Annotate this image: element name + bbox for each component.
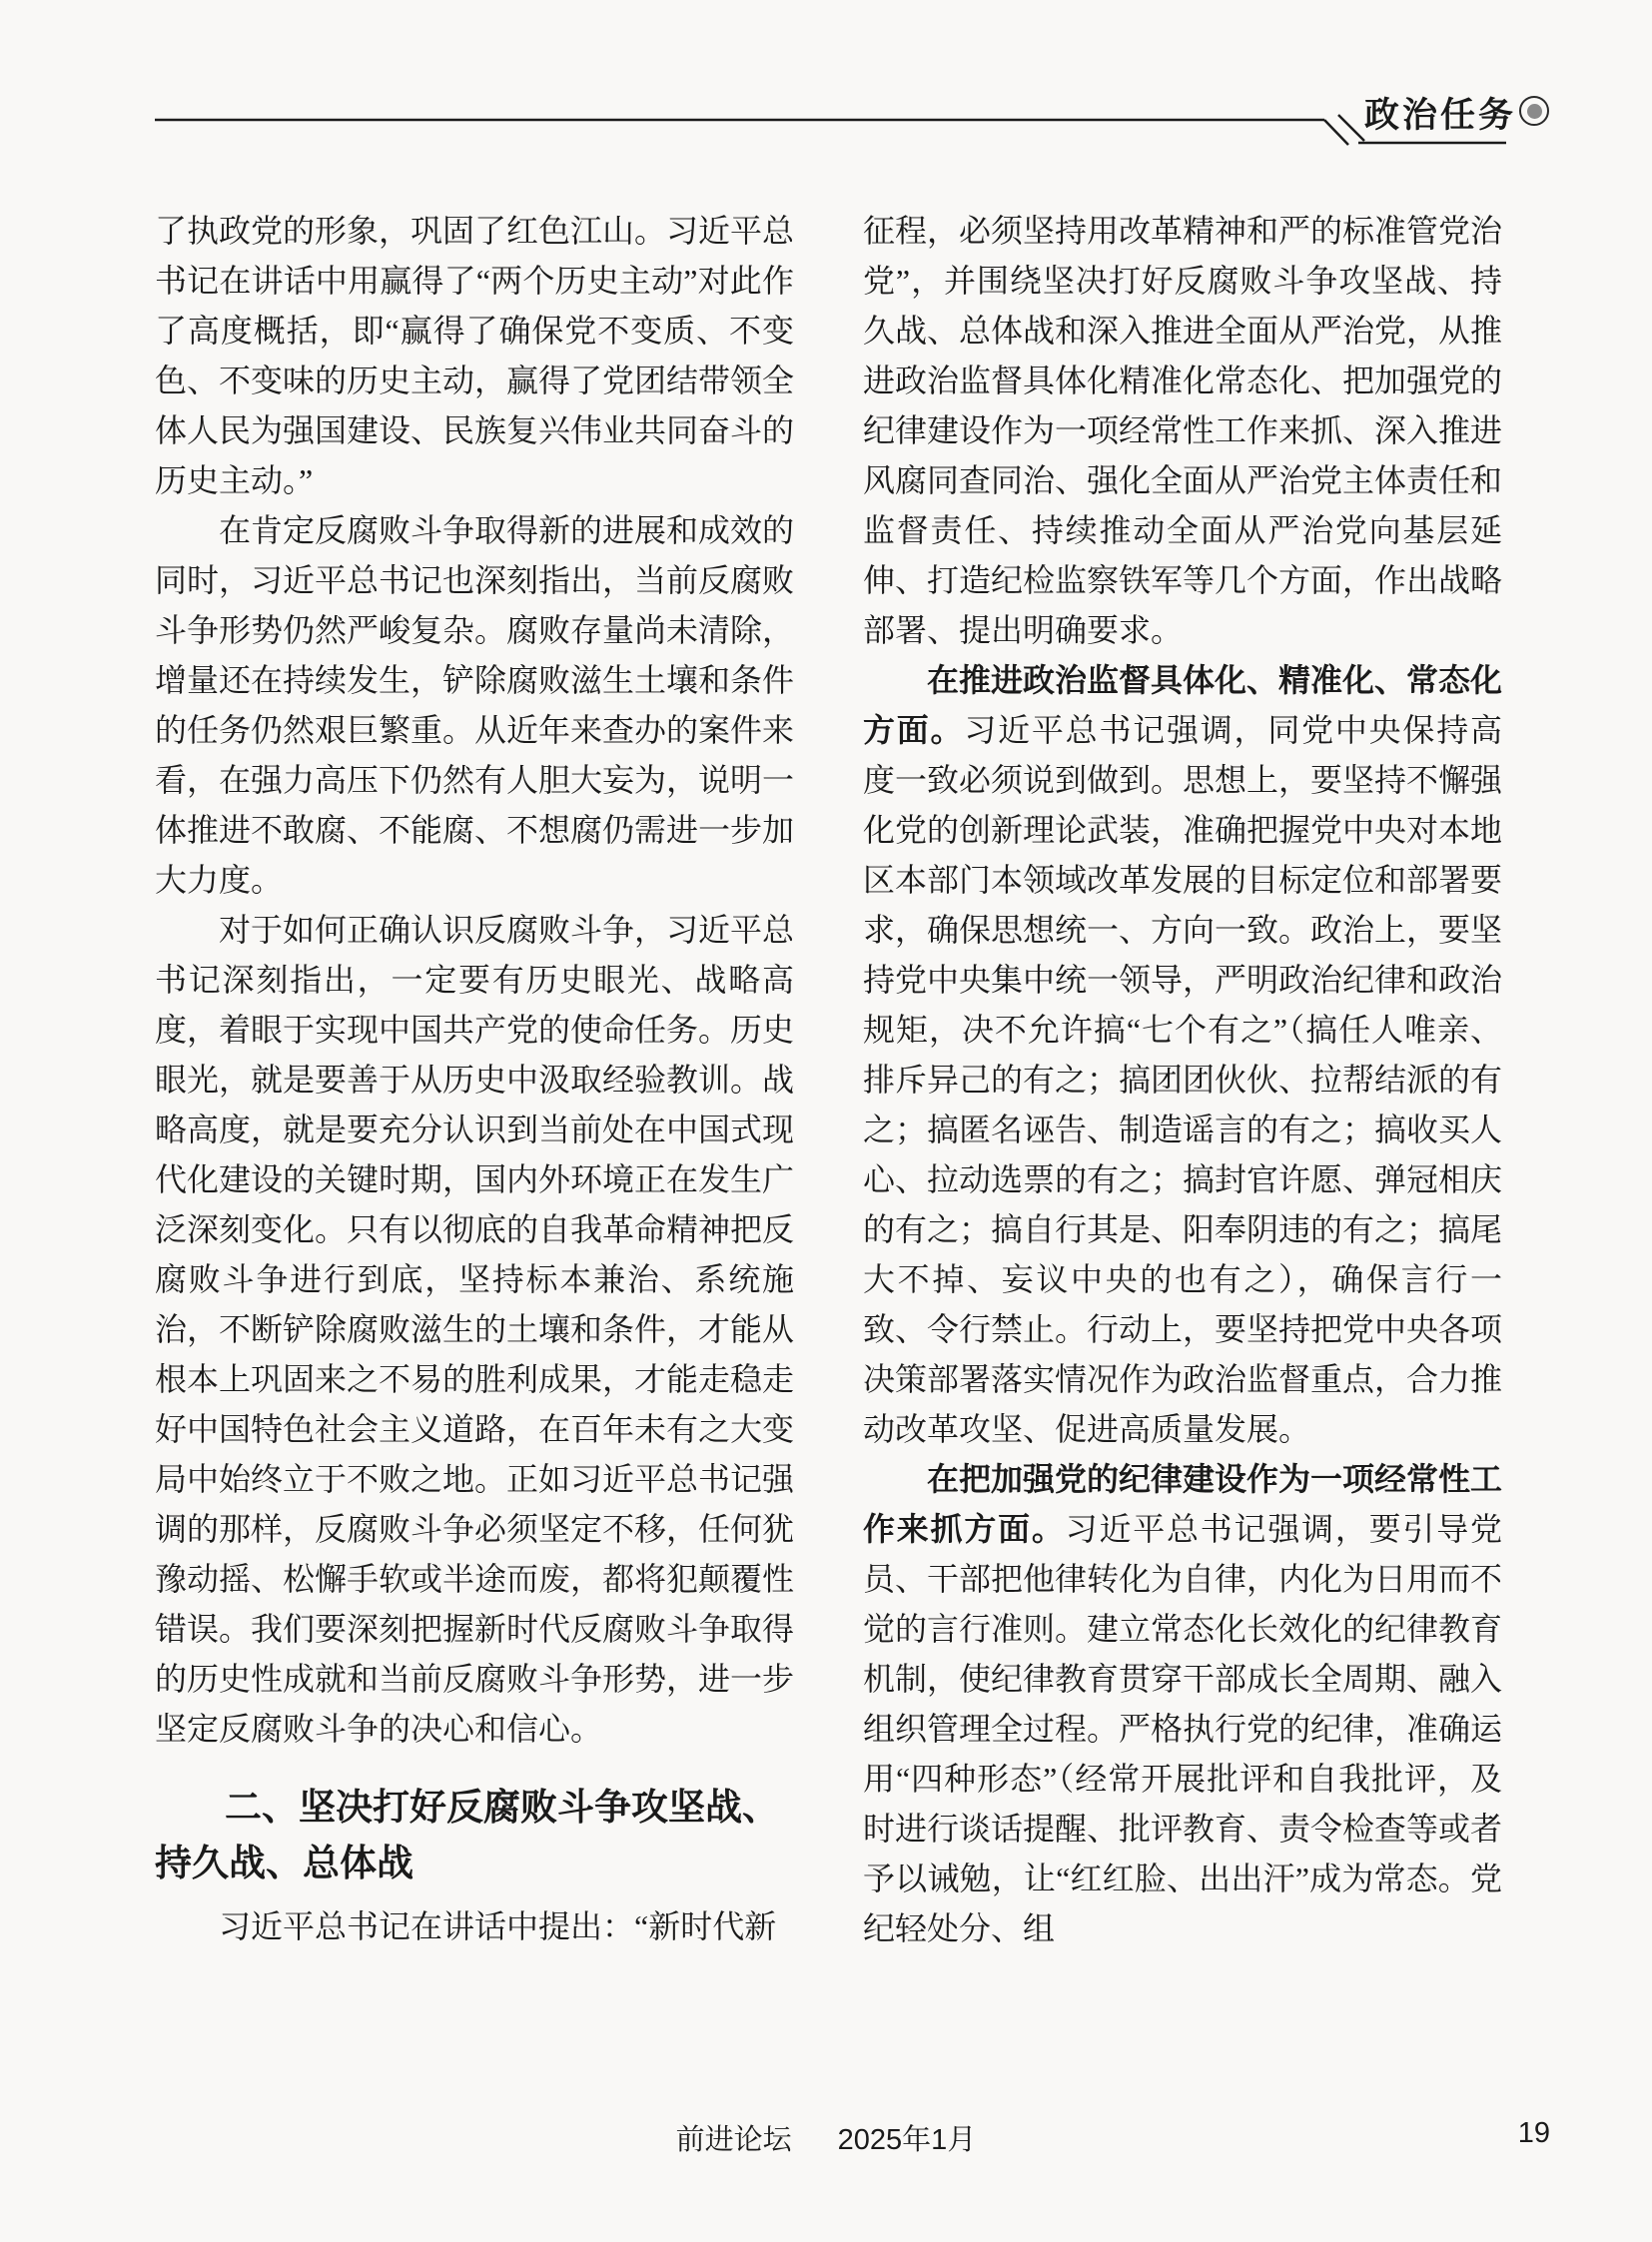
right-text-column [863, 206, 1502, 1953]
section-heading [155, 1780, 794, 1891]
body-paragraph: 习近平总书记在讲话中提出：“新时代新 [219, 1908, 777, 1944]
bold-lead-phrase: 在把加强党的纪律建设作为一项经常性工作来抓方面。 [863, 1461, 1503, 1547]
body-paragraph: 了执政党的形象，巩固了红色江山。习近平总书记在讲话中用赢得了“两个历史主动”对此作了高度概括，即“赢得了确保党不变质、不变色、不变味的历史主动，赢得了党团结带领全体人民为强国建设、民族复兴伟业共同奋斗的历史主动。” [155, 213, 795, 498]
issue-date: 2025年1月 [837, 2124, 977, 2156]
body-paragraph: 在把加强党的纪律建设作为一项经常性工作来抓方面。习近平总书记强调，要引导党员、干部把他律转化为自律，内化为日用而不觉的言行准则。建立常态化长效化的纪律教育机制，使纪律教育贯穿干部成长全周期、融入组织管理全过程。严格执行党的纪律，准确运用“四种形态”（经常开展批评和自我批评，及时进行谈话提醒、批评教育、责令检查等或者予以诫勉，让“红红脸、出出汗”成为常态。党纪轻处分、组 [863, 1461, 1503, 1946]
section-heading-line: 二、坚决打好反腐败斗争攻坚战、 [225, 1787, 779, 1828]
body-paragraph: 征程，必须坚持用改革精神和严的标准管党治党”，并围绕坚决打好反腐败斗争攻坚战、持久战、总体战和深入推进全面从严治党，从推进政治监督具体化精准化常态化、把加强党的纪律建设作为一项经常性工作来抓、深入推进风腐同查同治、强化全面从严治党主体责任和监督责任、持续推动全面从严治党向基层延伸、打造纪检监察铁军等几个方面，作出战略部署、提出明确要求。 [863, 213, 1503, 648]
bullseye-icon-dot [1527, 104, 1542, 119]
left-text-column [155, 206, 794, 1951]
footer [0, 2117, 1652, 2158]
page-number: 19 [1517, 2117, 1550, 2149]
body-paragraph: 对于如何正确认识反腐败斗争，习近平总书记深刻指出，一定要有历史眼光、战略高度，着眼于实现中国共产党的使命任务。历史眼光，就是要善于从历史中汲取经验教训。战略高度，就是要充分认识到当前处在中国式现代化建设的关键时期，国内外环境正在发生广泛深刻变化。只有以彻底的自我革命精神把反腐败斗争进行到底，坚持标本兼治、系统施治，不断铲除腐败滋生的土壤和条件，才能从根本上巩固来之不易的胜利成果，才能走稳走好中国特色社会主义道路，在百年未有之大变局中始终立于不败之地。正如习近平总书记强调的那样，反腐败斗争必须坚定不移，任何犹豫动摇、松懈手软或半途而废，都将犯颠覆性错误。我们要深刻把握新时代反腐败斗争取得的历史性成就和当前反腐败斗争形势，进一步坚定反腐败斗争的决心和信心。 [155, 912, 795, 1747]
header-section-label: 政治任务 [1364, 96, 1517, 135]
bold-lead-phrase: 在推进政治监督具体化、精准化、常态化方面。 [863, 662, 1503, 748]
bullseye-icon [1519, 96, 1549, 126]
journal-name: 前进论坛 [675, 2124, 792, 2156]
section-heading-line: 持久战、总体战 [155, 1843, 413, 1883]
body-paragraph: 在肯定反腐败斗争取得新的进展和成效的同时，习近平总书记也深刻指出，当前反腐败斗争形势仍然严峻复杂。腐败存量尚未清除，增量还在持续发生，铲除腐败滋生土壤和条件的任务仍然艰巨繁重。从近年来查办的案件来看，在强力高压下仍然有人胆大妄为，说明一体推进不敢腐、不能腐、不想腐仍需进一步加大力度。 [155, 512, 795, 898]
body-paragraph: 在推进政治监督具体化、精准化、常态化方面。习近平总书记强调，同党中央保持高度一致必须说到做到。思想上，要坚持不懈强化党的创新理论武装，准确把握党中央对本地区本部门本领域改革发展的目标定位和部署要求，确保思想统一、方向一致。政治上，要坚持党中央集中统一领导，严明政治纪律和政治规矩，决不允许搞“七个有之”（搞任人唯亲、排斥异己的有之；搞团团伙伙、拉帮结派的有之；搞匿名诬告、制造谣言的有之；搞收买人心、拉动选票的有之；搞封官许愿、弹冠相庆的有之；搞自行其是、阳奉阴违的有之；搞尾大不掉、妄议中央的也有之），确保言行一致、令行禁止。行动上，要坚持把党中央各项决策部署落实情况作为政治监督重点，合力推动改革攻坚、促进高质量发展。 [863, 662, 1503, 1447]
